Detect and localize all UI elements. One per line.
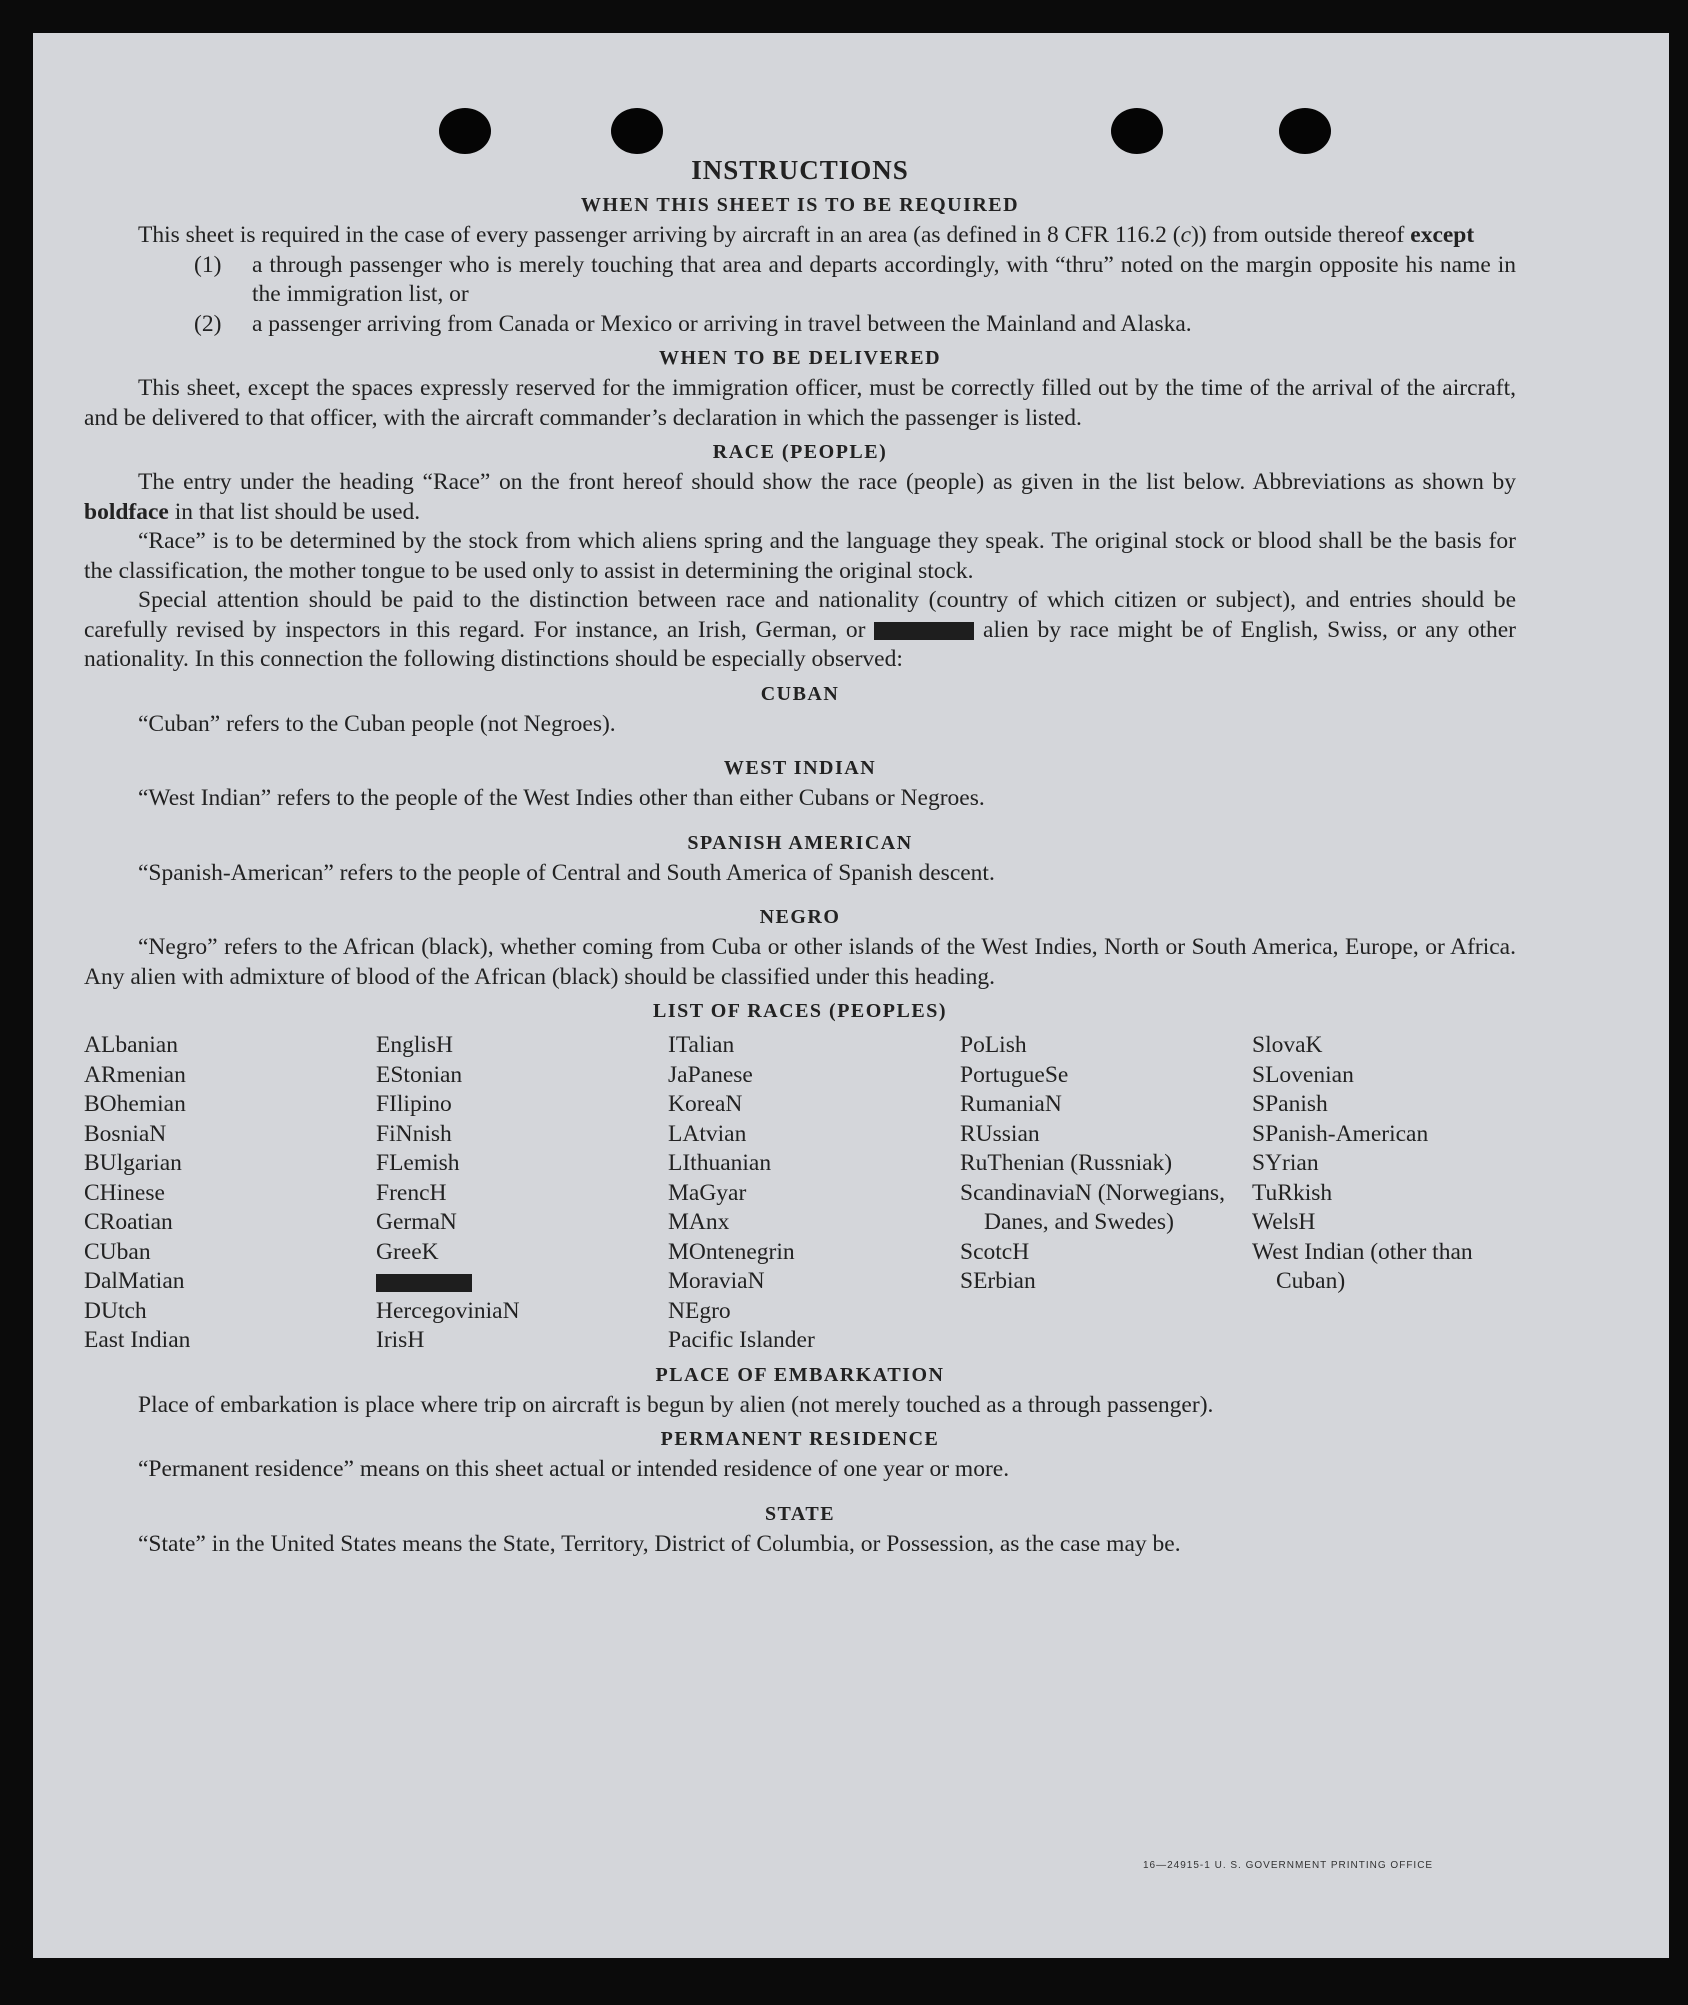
race-entry: JaPanese bbox=[668, 1061, 753, 1088]
redaction-mark bbox=[874, 622, 974, 640]
race-entry: RuThenian (Russniak) bbox=[960, 1150, 1173, 1176]
race-entry: FiNnish bbox=[376, 1120, 452, 1147]
race-entry: RumaniaN bbox=[960, 1091, 1062, 1117]
printing-office-footer: 16—24915-1 U. S. GOVERNMENT PRINTING OFFICE bbox=[1143, 1860, 1434, 1871]
punch-hole bbox=[439, 108, 491, 154]
race-column bbox=[376, 1031, 668, 1356]
race-entry: RUssian bbox=[960, 1120, 1040, 1147]
race-entry: MoraviaN bbox=[668, 1268, 765, 1294]
race-entry: MaGyar bbox=[668, 1179, 747, 1206]
section-heading: SPANISH AMERICAN bbox=[687, 831, 913, 854]
race-entry: ALbanian bbox=[84, 1032, 178, 1058]
race-entry: FrencH bbox=[376, 1179, 447, 1206]
race-column bbox=[960, 1031, 1252, 1356]
race-entry: BOhemian bbox=[84, 1091, 186, 1117]
paragraph: This sheet, except the spaces expressly reserved for the immigration officer, must be correctly filled out by the time of the arrival of the aircraft, and be delivered to that officer, with the aircraft commander’s declaration in which the passenger is listed. bbox=[84, 375, 1516, 431]
paragraph: “Permanent residence” means on this sheet actual or intended residence of one year or more. bbox=[138, 1456, 1010, 1482]
race-entry: Pacific Islander bbox=[668, 1327, 815, 1353]
race-entry: ITalian bbox=[668, 1032, 735, 1058]
redaction-mark bbox=[376, 1274, 472, 1292]
section-heading: PERMANENT RESIDENCE bbox=[660, 1428, 940, 1450]
race-column bbox=[84, 1031, 376, 1356]
section-heading: STATE bbox=[764, 1502, 836, 1525]
race-entry: East Indian bbox=[84, 1327, 191, 1353]
race-column bbox=[668, 1031, 960, 1356]
punch-hole bbox=[1111, 108, 1163, 154]
race-entry: HercegoviniaN bbox=[376, 1297, 520, 1324]
paragraph: “State” in the United States means the State, Territory, District of Columbia, or Possession, as the case may be. bbox=[138, 1530, 1181, 1557]
race-entry: LAtvian bbox=[668, 1120, 747, 1147]
race-entry: SPanish-American bbox=[1252, 1120, 1429, 1147]
race-entry: ScotcH bbox=[960, 1238, 1030, 1265]
race-entry: PoLish bbox=[960, 1032, 1027, 1058]
section-heading: WHEN THIS SHEET IS TO BE REQUIRED bbox=[580, 194, 1020, 216]
paragraph: “Cuban” refers to the Cuban people (not Negroes). bbox=[138, 710, 616, 737]
section-heading: LIST OF RACES (PEOPLES) bbox=[652, 1000, 947, 1022]
punch-hole bbox=[611, 108, 663, 154]
race-entry: CUban bbox=[84, 1238, 151, 1265]
document-title: INSTRUCTIONS bbox=[691, 155, 909, 185]
race-entry: BUlgarian bbox=[84, 1150, 182, 1176]
section-heading: WEST INDIAN bbox=[723, 757, 877, 779]
race-entry: FIlipino bbox=[376, 1091, 452, 1117]
list-item: (1) a through passenger who is merely touching that area and departs accordingly, with “thru” noted on the margin opposite his name in the immigration list, or bbox=[194, 251, 1516, 307]
race-entry: IrisH bbox=[376, 1327, 425, 1353]
race-entry: CHinese bbox=[84, 1179, 165, 1206]
document-content bbox=[84, 155, 1516, 1559]
paragraph: “Race” is to be determined by the stock from which aliens spring and the language they speak. The original stock or blood shall be the basis for the classification, the mother tongue to be used only to assist in determining the original stock. bbox=[84, 528, 1516, 584]
race-entry: TuRkish bbox=[1252, 1179, 1333, 1206]
race-entry bbox=[376, 1267, 668, 1297]
list-item: (2) a passenger arriving from Canada or Mexico or arriving in travel between the Mainland and Alaska. bbox=[194, 310, 1192, 337]
race-entry: PortugueSe bbox=[960, 1061, 1069, 1088]
race-entry: SErbian bbox=[960, 1268, 1036, 1294]
paragraph: This sheet is required in the case of every passenger arriving by aircraft in an area (as defined in 8 CFR 116.2 (c)) from outside thereof except bbox=[138, 222, 1475, 248]
paragraph: “Spanish-American” refers to the people of Central and South America of Spanish descent. bbox=[138, 859, 995, 886]
race-entry: West Indian (other than Cuban) bbox=[1252, 1238, 1473, 1294]
section-heading: WHEN TO BE DELIVERED bbox=[658, 347, 942, 369]
race-entry: EnglisH bbox=[376, 1032, 454, 1058]
race-entry: CRoatian bbox=[84, 1209, 173, 1235]
race-entry: NEgro bbox=[668, 1297, 731, 1324]
race-list bbox=[84, 1031, 1516, 1356]
paragraph: The entry under the heading “Race” on the front hereof should show the race (people) as given in the list below. Abbreviations as shown by boldface in that list should be used. bbox=[84, 469, 1516, 525]
section-heading: CUBAN bbox=[760, 682, 840, 705]
race-entry: SYrian bbox=[1252, 1150, 1319, 1176]
race-entry: SlovaK bbox=[1252, 1032, 1323, 1058]
section-heading: RACE (PEOPLE) bbox=[712, 441, 888, 463]
paragraph: “West Indian” refers to the people of the West Indies other than either Cubans or Negroes. bbox=[138, 785, 985, 811]
race-entry: DalMatian bbox=[84, 1268, 185, 1294]
paragraph: Place of embarkation is place where trip on aircraft is begun by alien (not merely touched as a through passenger). bbox=[138, 1391, 1214, 1418]
race-entry: GermaN bbox=[376, 1209, 457, 1235]
punch-hole bbox=[1279, 108, 1331, 154]
race-entry: KoreaN bbox=[668, 1091, 743, 1117]
race-column bbox=[1252, 1031, 1516, 1356]
race-entry: SPanish bbox=[1252, 1091, 1328, 1117]
race-entry: DUtch bbox=[84, 1297, 147, 1324]
race-entry: ARmenian bbox=[84, 1061, 186, 1088]
section-heading: PLACE OF EMBARKATION bbox=[655, 1363, 945, 1386]
race-entry: MOntenegrin bbox=[668, 1238, 795, 1265]
race-entry: SLovenian bbox=[1252, 1061, 1354, 1088]
race-entry: FLemish bbox=[376, 1150, 460, 1176]
paragraph: “Negro” refers to the African (black), whether coming from Cuba or other islands of the West Indies, North or South America, Europe, or Africa. Any alien with admixture of blood of the African (black) should be classified under this heading. bbox=[84, 934, 1516, 990]
paragraph: Special attention should be paid to the distinction between race and nationality (country of which citizen or subject), and entries should be carefully revised by inspectors in this regard. For instance, an Irish, German, or alien by race might be of English, Swiss, or any other nationality. In this connection the following distinctions should be especially observed: bbox=[84, 587, 1516, 672]
race-entry: MAnx bbox=[668, 1209, 730, 1235]
race-entry: WelsH bbox=[1252, 1209, 1316, 1235]
race-entry: BosniaN bbox=[84, 1120, 167, 1147]
section-heading: NEGRO bbox=[759, 906, 841, 928]
race-entry: GreeK bbox=[376, 1238, 439, 1265]
race-entry: EStonian bbox=[376, 1061, 463, 1088]
race-entry: LIthuanian bbox=[668, 1150, 772, 1176]
race-entry: ScandinaviaN (Norwegians, Danes, and Swedes) bbox=[960, 1179, 1225, 1235]
